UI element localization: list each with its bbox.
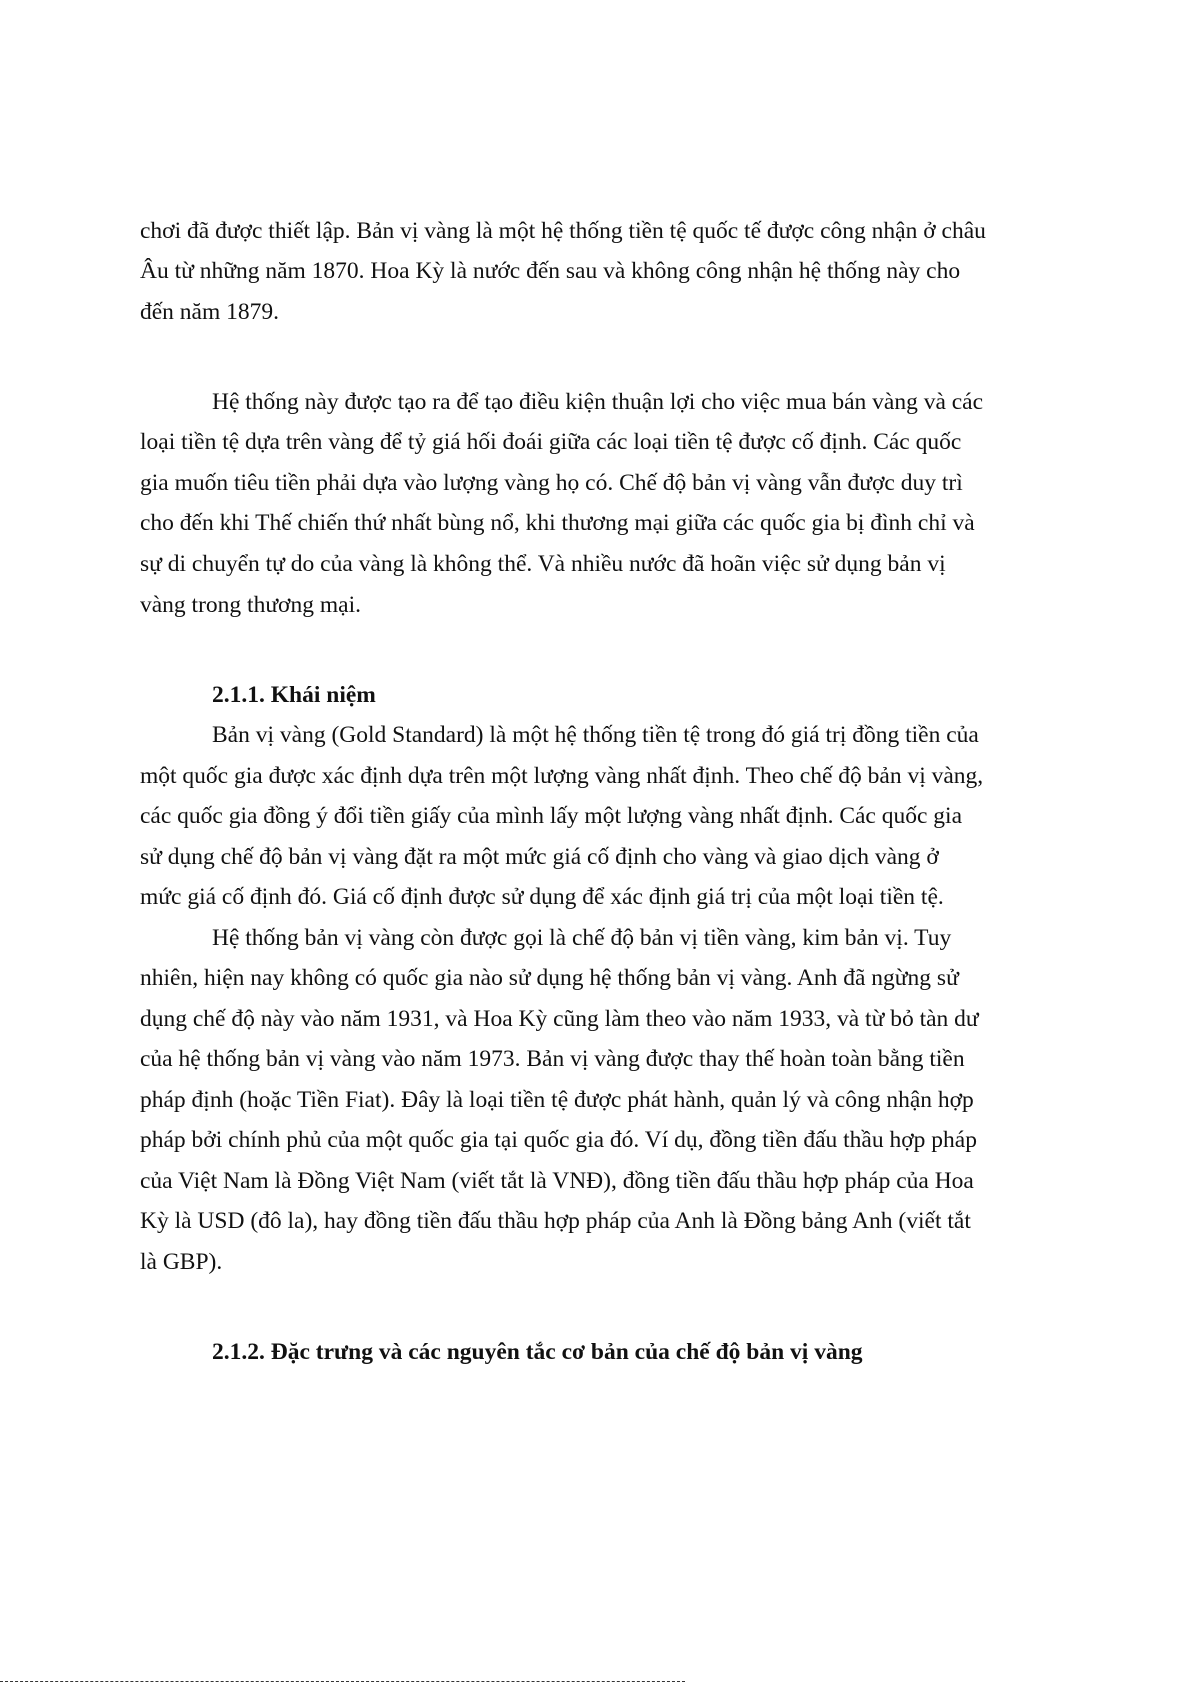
footer-divider xyxy=(0,1681,685,1682)
text-line: nhiên, hiện nay không có quốc gia nào sử dụng hệ thống bản vị vàng. Anh đã ngừng sử xyxy=(140,965,959,991)
text-line: Âu từ những năm 1870. Hoa Kỳ là nước đến sau và không công nhận hệ thống này cho xyxy=(140,258,961,284)
text-line: Hệ thống bản vị vàng còn được gọi là chế độ bản vị tiền vàng, kim bản vị. Tuy xyxy=(212,925,952,951)
text-line: của hệ thống bản vị vàng vào năm 1973. Bản vị vàng được thay thế hoàn toàn bằng tiền xyxy=(140,1046,965,1072)
text-line: một quốc gia được xác định dựa trên một lượng vàng nhất định. Theo chế độ bản vị vàng, xyxy=(140,763,984,789)
text-line: mức giá cố định đó. Giá cố định được sử dụng để xác định giá trị của một loại tiền tệ. xyxy=(140,884,944,910)
section-heading-2-1-1: 2.1.1. Khái niệm xyxy=(212,682,376,708)
text-line: dụng chế độ này vào năm 1931, và Hoa Kỳ cũng làm theo vào năm 1933, và từ bỏ tàn dư xyxy=(140,1006,979,1032)
text-line: pháp định (hoặc Tiền Fiat). Đây là loại tiền tệ được phát hành, quản lý và công nhận hợp xyxy=(140,1087,974,1113)
section-heading-2-1-2: 2.1.2. Đặc trưng và các nguyên tắc cơ bản của chế độ bản vị vàng xyxy=(212,1339,863,1365)
text-line: Kỳ là USD (đô la), hay đồng tiền đấu thầu hợp pháp của Anh là Đồng bảng Anh (viết tắt xyxy=(140,1208,971,1234)
text-line: sử dụng chế độ bản vị vàng đặt ra một mức giá cố định cho vàng và giao dịch vàng ở xyxy=(140,844,939,870)
text-line: các quốc gia đồng ý đổi tiền giấy của mình lấy một lượng vàng nhất định. Các quốc gia xyxy=(140,803,963,829)
text-line: vàng trong thương mại. xyxy=(140,592,361,618)
text-line: gia muốn tiêu tiền phải dựa vào lượng vàng họ có. Chế độ bản vị vàng vẫn được duy trì xyxy=(140,470,963,496)
text-line: Hệ thống này được tạo ra để tạo điều kiện thuận lợi cho việc mua bán vàng và các xyxy=(212,389,984,415)
text-line: loại tiền tệ dựa trên vàng để tỷ giá hối đoái giữa các loại tiền tệ được cố định. Các quốc xyxy=(140,429,962,455)
text-line: cho đến khi Thế chiến thứ nhất bùng nổ, khi thương mại giữa các quốc gia bị đình chỉ và xyxy=(140,510,975,536)
text-line: Bản vị vàng (Gold Standard) là một hệ thống tiền tệ trong đó giá trị đồng tiền của xyxy=(212,722,979,748)
text-line: là GBP). xyxy=(140,1249,223,1275)
text-line: chơi đã được thiết lập. Bản vị vàng là một hệ thống tiền tệ quốc tế được công nhận ở châu xyxy=(140,218,986,244)
text-line: sự di chuyển tự do của vàng là không thể. Và nhiều nước đã hoãn việc sử dụng bản vị xyxy=(140,551,946,577)
text-line: đến năm 1879. xyxy=(140,299,280,325)
text-line: pháp bởi chính phủ của một quốc gia tại quốc gia đó. Ví dụ, đồng tiền đấu thầu hợp pháp xyxy=(140,1127,977,1153)
text-line: của Việt Nam là Đồng Việt Nam (viết tắt là VNĐ), đồng tiền đấu thầu hợp pháp của Hoa xyxy=(140,1168,974,1194)
